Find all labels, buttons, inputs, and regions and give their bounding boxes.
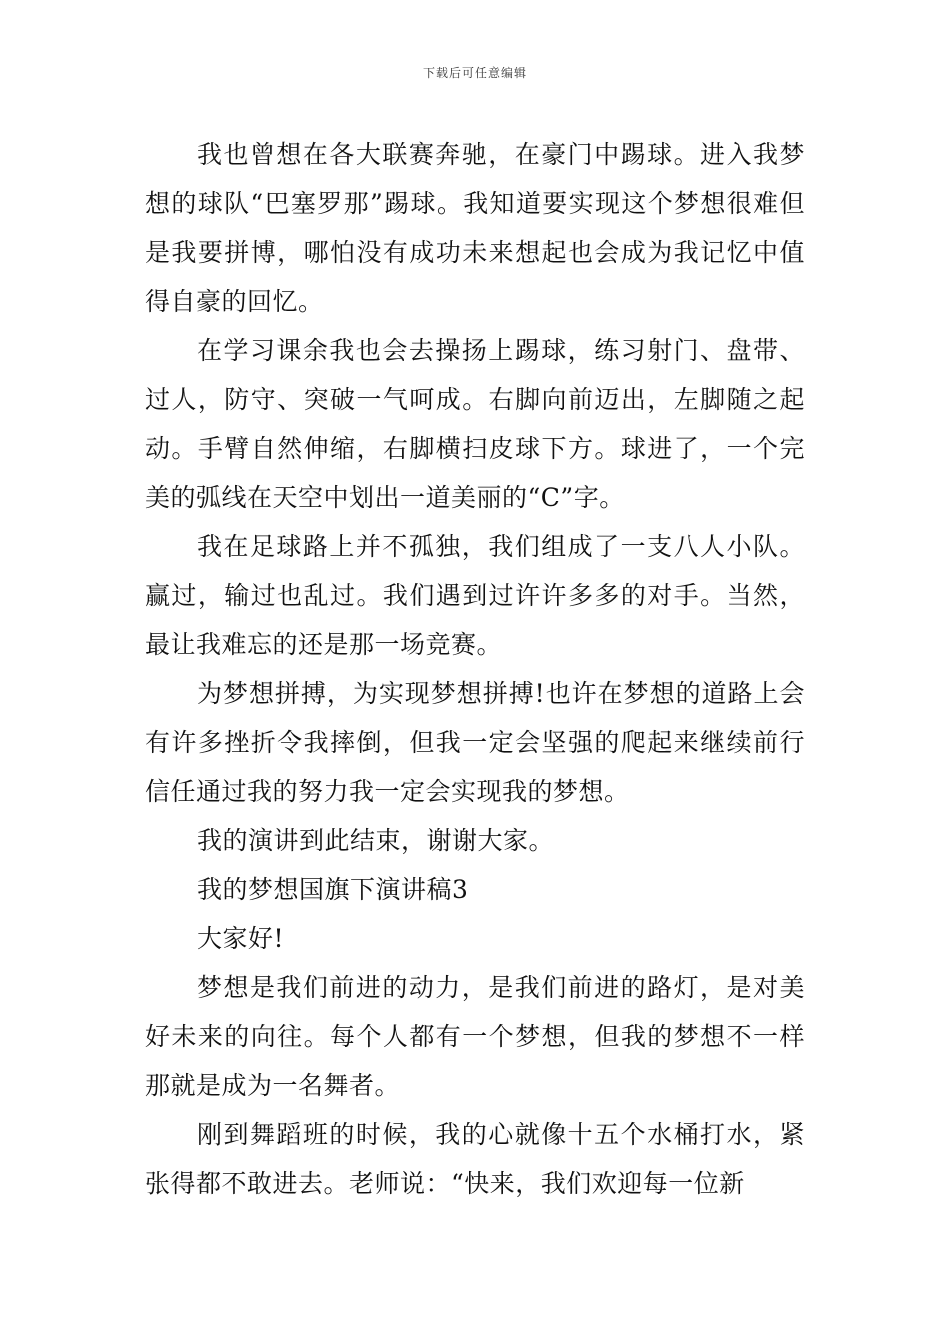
paragraph: 为梦想拼搏，为实现梦想拼搏!也许在梦想的道路上会有许多挫折令我摔倒，但我一定会坚强的爬起来继续前行信任通过我的努力我一定会实现我的梦想。 <box>145 679 805 806</box>
paragraph: 梦想是我们前进的动力，是我们前进的路灯，是对美好未来的向往。每个人都有一个梦想，但我的梦想不一样那就是成为一名舞者。 <box>145 973 805 1100</box>
section-title: 我的梦想国旗下演讲稿3 <box>197 875 469 904</box>
paragraph: 我的演讲到此结束，谢谢大家。 <box>197 826 555 855</box>
greeting: 大家好! <box>197 924 285 953</box>
document-body <box>145 130 805 1208</box>
paragraph: 在学习课余我也会去操扬上踢球，练习射门、盘带、过人，防守、突破一气呵成。右脚向前迈出，左脚随之起动。手臂自然伸缩，右脚横扫皮球下方。球进了，一个完美的弧线在天空中划出一道美丽的“C”字。 <box>145 336 805 512</box>
paragraph: 我在足球路上并不孤独，我们组成了一支八人小队。赢过，输过也乱过。我们遇到过许许多多的对手。当然，最让我难忘的还是那一场竞赛。 <box>145 532 805 659</box>
paragraph: 刚到舞蹈班的时候，我的心就像十五个水桶打水，紧张得都不敢进去。老师说：“快来，我们欢迎每一位新 <box>145 1120 805 1198</box>
paragraph: 我也曾想在各大联赛奔驰，在豪门中踢球。进入我梦想的球队“巴塞罗那”踢球。我知道要实现这个梦想很难但是我要拼博，哪怕没有成功未来想起也会成为我记忆中值得自豪的回忆。 <box>145 140 805 316</box>
page-header-note: 下载后可任意编辑 <box>422 66 527 80</box>
